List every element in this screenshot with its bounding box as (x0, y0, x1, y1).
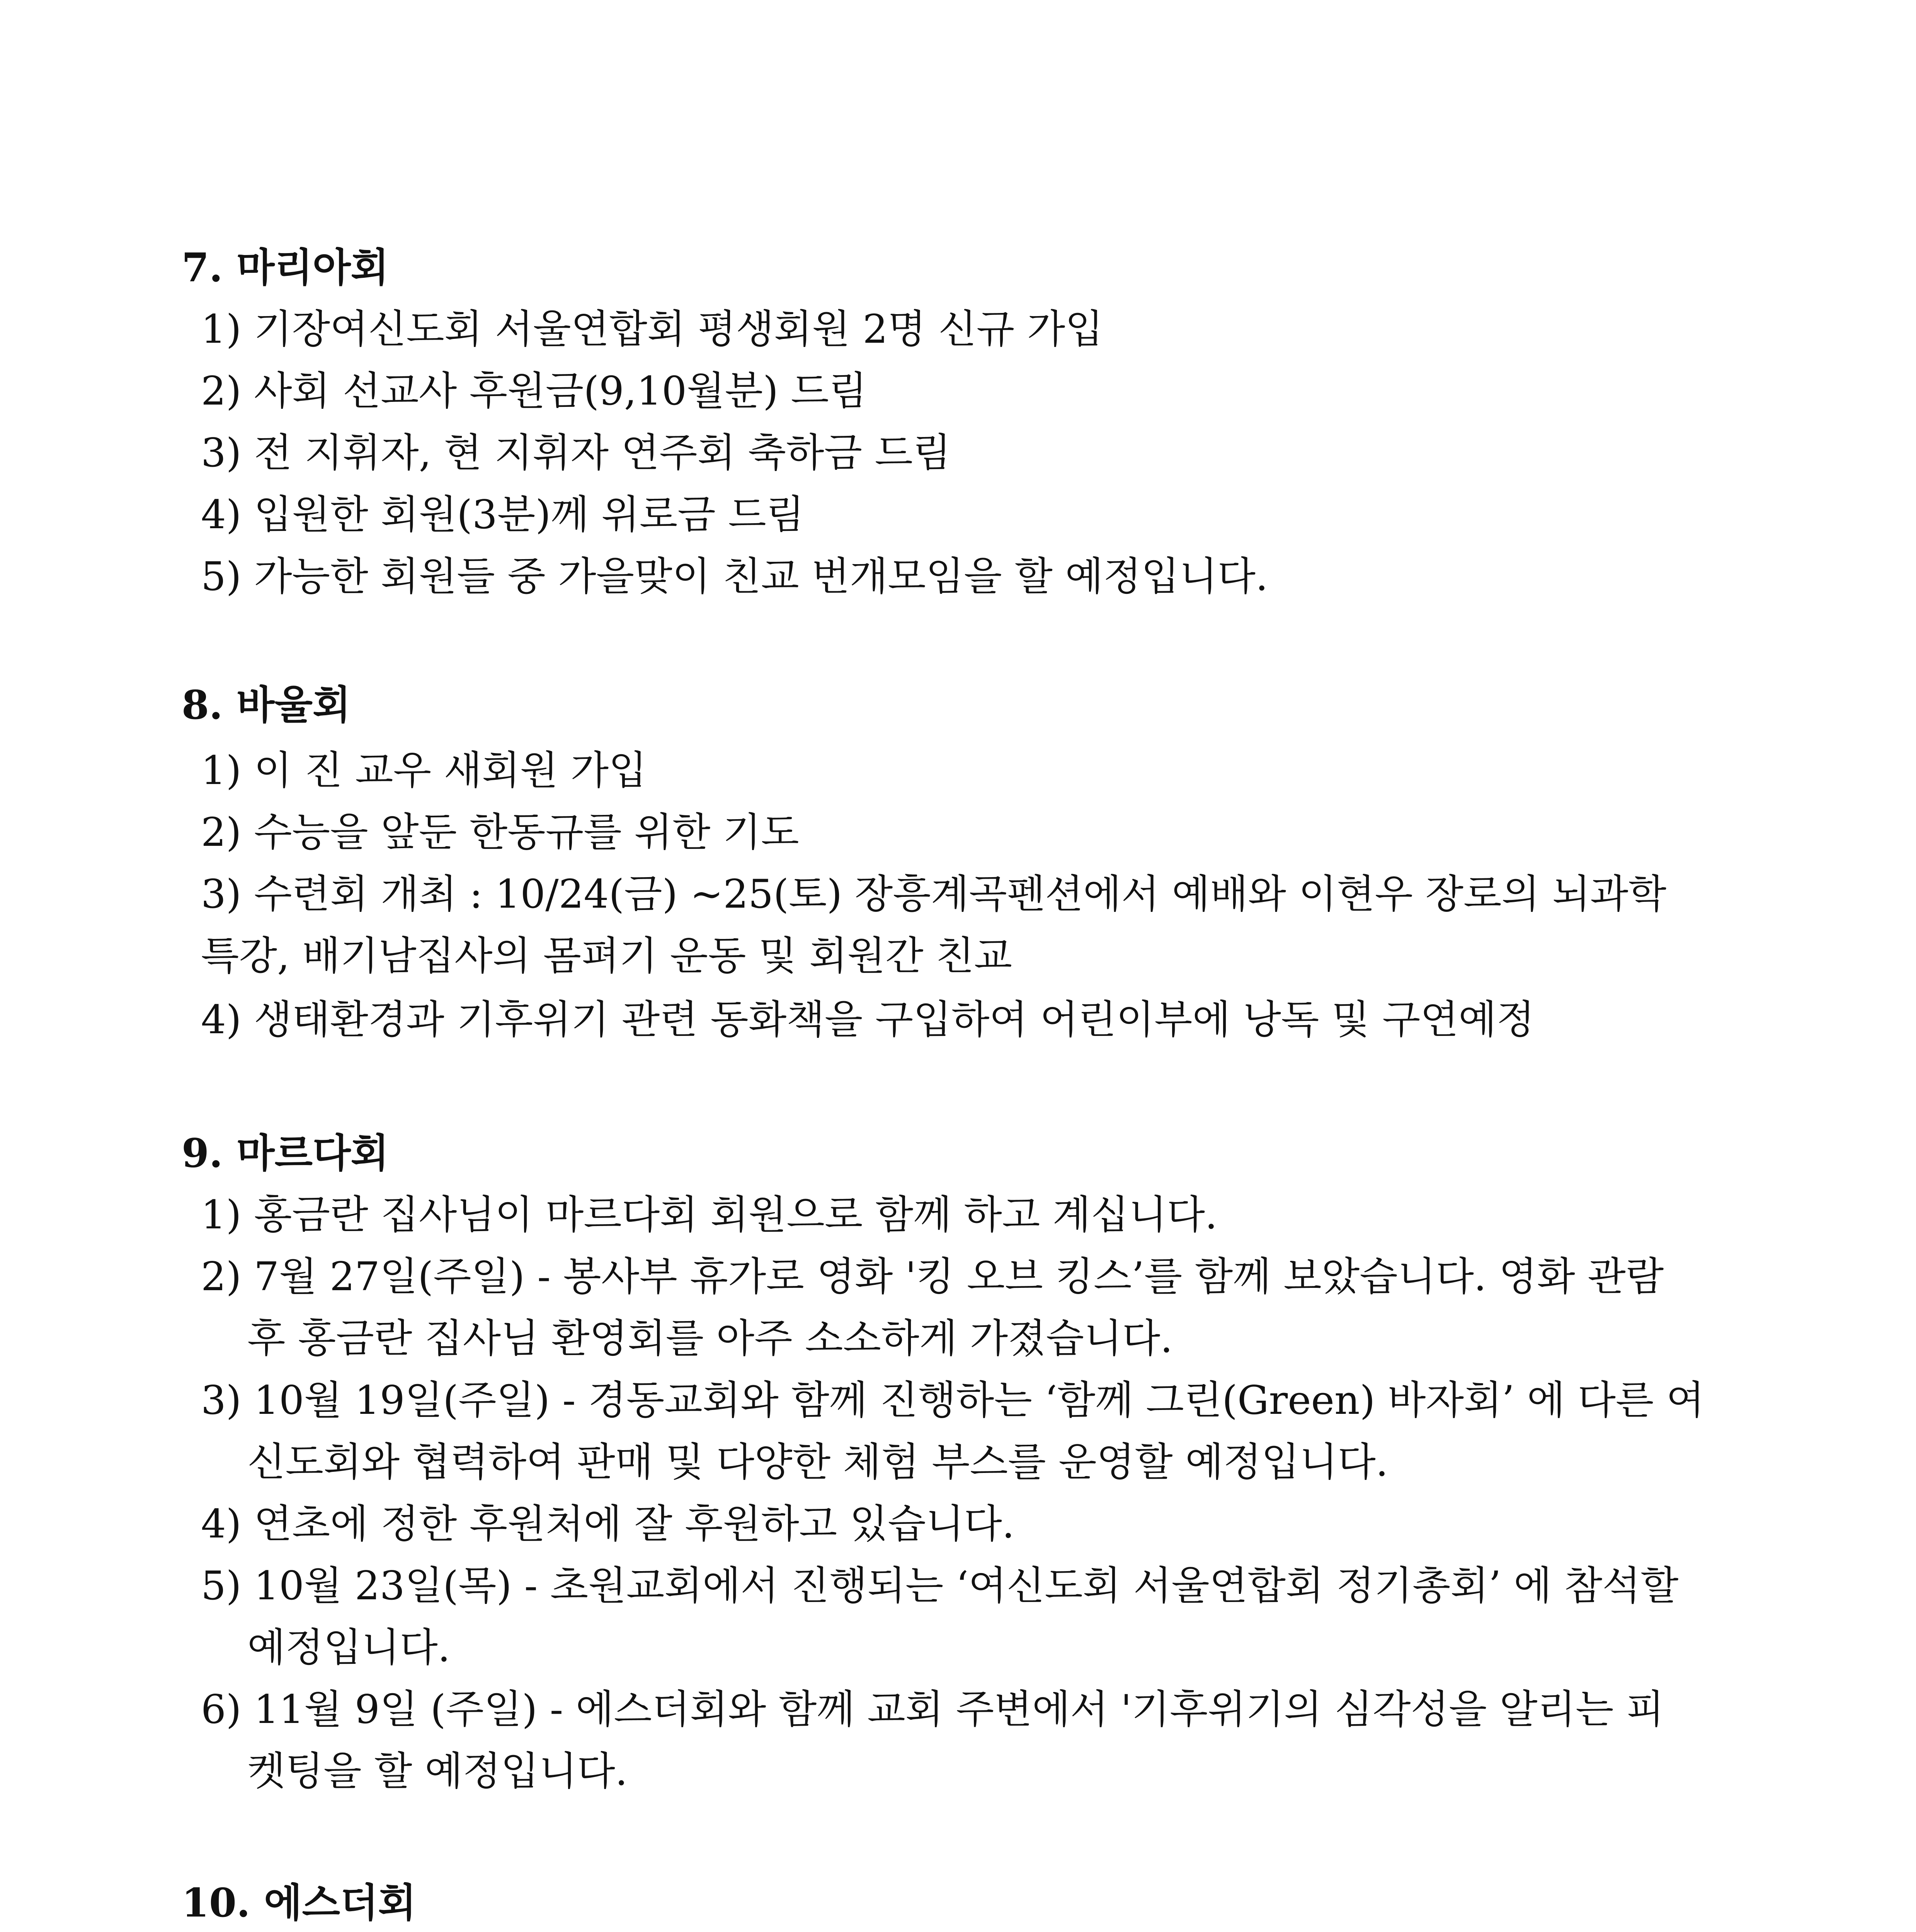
item-number: 1) (201, 748, 242, 794)
item-number: 5) (201, 554, 242, 600)
item-number: 3) (201, 871, 242, 917)
item-text: 홍금란 집사님이 마르다회 회원으로 함께 하고 계십니다. (254, 1192, 1218, 1238)
list-item (201, 995, 1535, 1045)
item-number: 4) (201, 997, 242, 1043)
list-item-continuation: 후 홍금란 집사님 환영회를 아주 소소하게 가졌습니다. (247, 1316, 1173, 1362)
list-item (201, 428, 951, 478)
list-item (201, 869, 1666, 920)
section-heading: 7. 마리아회 (182, 245, 389, 291)
list-item (201, 808, 799, 858)
item-number: 3) (201, 430, 242, 476)
list-item-continuation: 신도회와 협력하여 판매 및 다양한 체험 부스를 운영할 예정입니다. (247, 1439, 1389, 1485)
item-text: 가능한 회원들 중 가을맞이 친교 번개모임을 할 예정입니다. (254, 554, 1268, 600)
list-item (201, 1561, 1678, 1611)
item-number: 3) (201, 1378, 242, 1423)
item-text: 7월 27일(주일) - 봉사부 휴가로 영화 '킹 오브 킹스’를 함께 보았습니다. 영화 관람 (254, 1254, 1664, 1300)
item-number: 1) (201, 306, 242, 352)
item-text: 수능을 앞둔 한동규를 위한 기도 (254, 810, 799, 855)
section-heading: 8. 바울회 (182, 682, 351, 728)
item-number: 2) (201, 368, 242, 414)
list-item (201, 490, 804, 540)
list-item (201, 1190, 1217, 1240)
item-number: 6) (201, 1687, 242, 1733)
item-text: 생태환경과 기후위기 관련 동화책을 구입하여 어린이부에 낭독 및 구연예정 (254, 997, 1535, 1043)
section-heading: 10. 에스더회 (182, 1880, 417, 1926)
list-item-continuation: 특강, 배기남집사의 몸펴기 운동 및 회원간 친교 (201, 933, 1012, 979)
list-item (201, 746, 647, 796)
list-item (201, 366, 867, 417)
item-text: 10월 19일(주일) - 경동교회와 함께 진행하는 ‘함께 그린(Green) 바자회’ 에 다른 여 (254, 1378, 1705, 1423)
list-item-continuation: 예정입니다. (247, 1625, 451, 1671)
list-item (201, 1685, 1664, 1735)
item-text: 10월 23일(목) - 초원교회에서 진행되는 ‘여신도회 서울연합회 정기총회’ 에 참석할 (254, 1563, 1679, 1609)
item-number: 2) (201, 810, 242, 855)
item-text: 사회 선교사 후원금(9,10월분) 드림 (254, 368, 867, 414)
item-text: 기장여신도회 서울연합회 평생회원 2명 신규 가입 (254, 306, 1103, 352)
list-item (201, 304, 1103, 355)
list-item (201, 552, 1268, 602)
list-item (201, 1499, 1014, 1549)
item-text: 수련회 개최 : 10/24(금) ~25(토) 장흥계곡펜션에서 예배와 이현우 장로의 뇌과학 (254, 871, 1667, 917)
item-text: 11월 9일 (주일) - 에스더회와 함께 교회 주변에서 '기후위기의 심각성을 알리는 피 (254, 1687, 1664, 1733)
item-text: 전 지휘자, 현 지휘자 연주회 축하금 드림 (254, 430, 951, 476)
section-heading: 9. 마르다회 (182, 1130, 389, 1177)
item-text: 연초에 정한 후원처에 잘 후원하고 있습니다. (254, 1501, 1015, 1547)
item-number: 4) (201, 492, 242, 538)
item-text: 이 진 교우 새회원 가입 (254, 748, 647, 794)
item-number: 5) (201, 1563, 242, 1609)
list-item (201, 1252, 1664, 1302)
item-number: 2) (201, 1254, 242, 1300)
list-item-continuation: 켓팅을 할 예정입니다. (247, 1748, 628, 1794)
list-item (201, 1376, 1704, 1426)
item-text: 입원한 회원(3분)께 위로금 드림 (254, 492, 805, 538)
item-number: 1) (201, 1192, 242, 1238)
item-number: 4) (201, 1501, 242, 1547)
